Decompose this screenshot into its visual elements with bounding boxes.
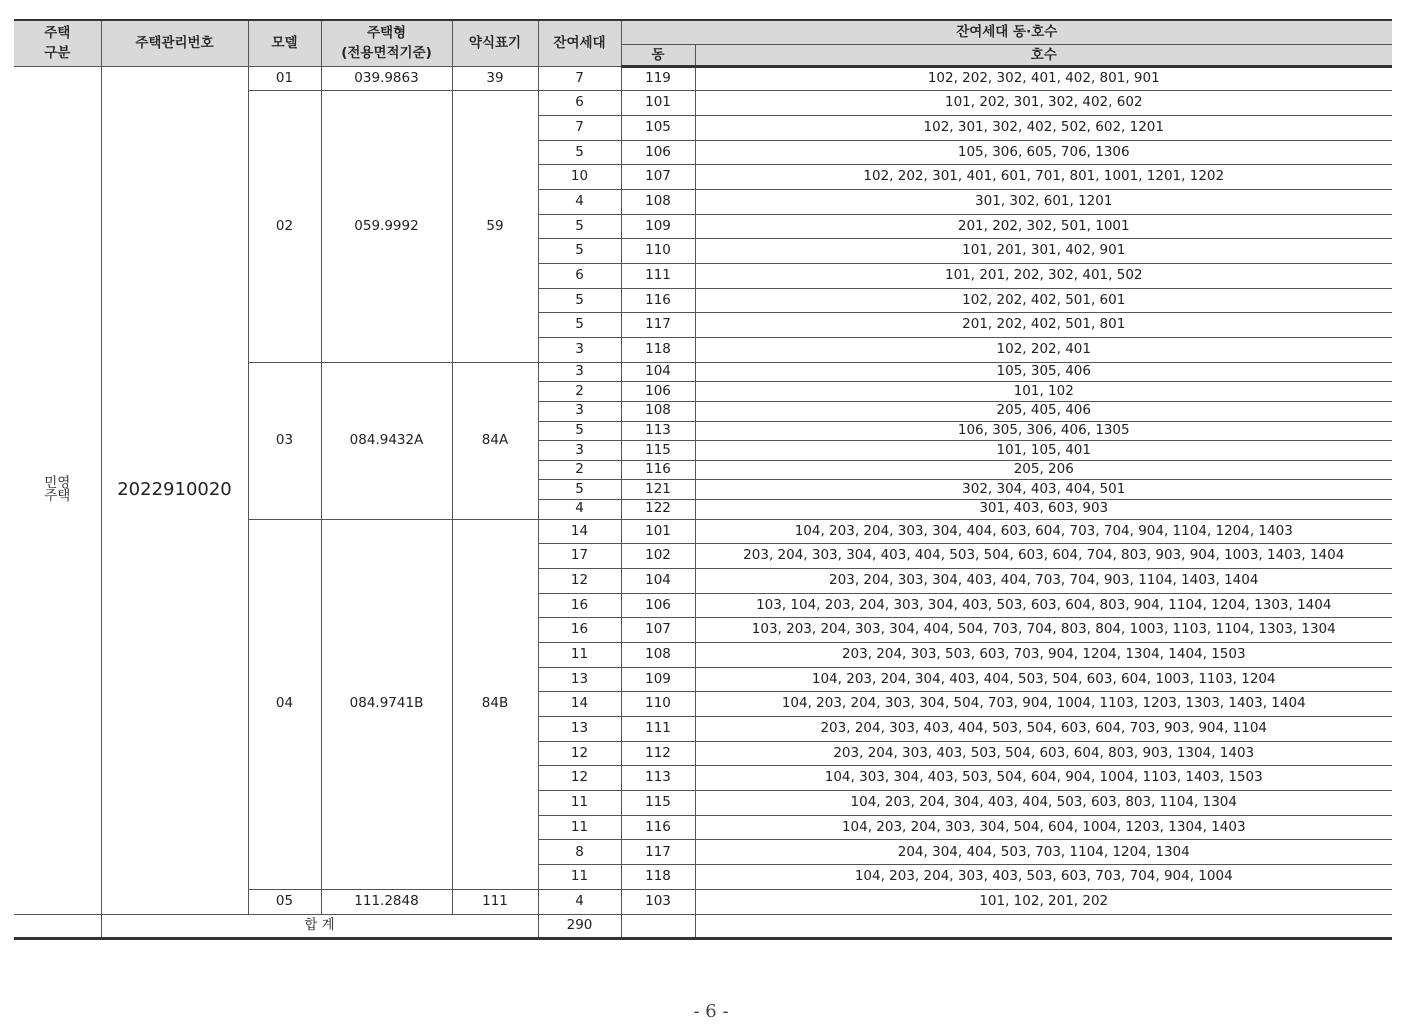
dong-cell: 101 bbox=[621, 91, 695, 116]
ho-list-cell: 102, 202, 301, 401, 601, 701, 801, 1001, 1201, 1202 bbox=[695, 165, 1392, 190]
ho-list-cell: 106, 305, 306, 406, 1305 bbox=[695, 421, 1392, 441]
remaining-count-cell: 12 bbox=[538, 766, 621, 791]
total-label: 합 계 bbox=[101, 914, 538, 939]
ho-list-cell: 104, 203, 204, 303, 304, 404, 603, 604, 703, 704, 904, 1104, 1204, 1403 bbox=[695, 519, 1392, 544]
ho-list-cell: 104, 203, 204, 303, 304, 504, 703, 904, 1004, 1103, 1203, 1303, 1403, 1404 bbox=[695, 692, 1392, 717]
ho-list-cell: 102, 202, 401 bbox=[695, 338, 1392, 363]
remaining-count-cell: 5 bbox=[538, 239, 621, 264]
remaining-units-table bbox=[14, 19, 1392, 940]
dong-cell: 110 bbox=[621, 692, 695, 717]
dong-cell: 102 bbox=[621, 544, 695, 569]
remaining-count-cell: 2 bbox=[538, 460, 621, 480]
abbreviation-cell: 84A bbox=[452, 362, 538, 519]
table-body bbox=[14, 66, 1392, 939]
header-remaining: 잔여세대 bbox=[538, 20, 621, 66]
remaining-count-cell: 5 bbox=[538, 480, 621, 500]
remaining-count-cell: 11 bbox=[538, 642, 621, 667]
remaining-count-cell: 4 bbox=[538, 499, 621, 519]
ho-list-cell: 104, 203, 204, 303, 304, 504, 604, 1004, 1203, 1304, 1403 bbox=[695, 815, 1392, 840]
housing-type-cell: 059.9992 bbox=[321, 91, 452, 363]
ho-list-cell: 101, 201, 301, 402, 901 bbox=[695, 239, 1392, 264]
ho-list-cell: 201, 202, 302, 501, 1001 bbox=[695, 214, 1392, 239]
dong-cell: 112 bbox=[621, 741, 695, 766]
dong-cell: 113 bbox=[621, 421, 695, 441]
dong-cell: 115 bbox=[621, 791, 695, 816]
page-number: - 6 - bbox=[693, 1001, 729, 1022]
dong-cell: 109 bbox=[621, 667, 695, 692]
total-ho-blank bbox=[695, 914, 1392, 939]
dong-cell: 116 bbox=[621, 815, 695, 840]
header-model: 모델 bbox=[248, 20, 321, 66]
remaining-count-cell: 11 bbox=[538, 865, 621, 890]
ho-list-cell: 203, 204, 303, 304, 403, 404, 703, 704, 903, 1104, 1403, 1404 bbox=[695, 568, 1392, 593]
dong-cell: 104 bbox=[621, 568, 695, 593]
dong-cell: 106 bbox=[621, 140, 695, 165]
dong-cell: 117 bbox=[621, 313, 695, 338]
dong-cell: 113 bbox=[621, 766, 695, 791]
ho-list-cell: 203, 204, 303, 304, 403, 404, 503, 504, 603, 604, 704, 803, 903, 904, 1003, 1403, 1404 bbox=[695, 544, 1392, 569]
ho-list-cell: 301, 403, 603, 903 bbox=[695, 499, 1392, 519]
dong-cell: 108 bbox=[621, 189, 695, 214]
remaining-count-cell: 3 bbox=[538, 362, 621, 382]
remaining-count-cell: 14 bbox=[538, 519, 621, 544]
remaining-count-cell: 17 bbox=[538, 544, 621, 569]
remaining-count-cell: 3 bbox=[538, 441, 621, 461]
housing-category-line1: 민영 bbox=[44, 474, 71, 491]
header-abbreviation: 약식표기 bbox=[452, 20, 538, 66]
housing-category-line2: 주택 bbox=[44, 488, 71, 504]
abbreviation-cell: 39 bbox=[452, 66, 538, 91]
ho-list-cell: 102, 202, 302, 401, 402, 801, 901 bbox=[695, 66, 1392, 91]
model-cell: 02 bbox=[248, 91, 321, 363]
dong-cell: 121 bbox=[621, 480, 695, 500]
total-count: 290 bbox=[538, 914, 621, 939]
ho-list-cell: 104, 303, 304, 403, 503, 504, 604, 904, 1004, 1103, 1403, 1503 bbox=[695, 766, 1392, 791]
dong-cell: 101 bbox=[621, 519, 695, 544]
ho-list-cell: 103, 203, 204, 303, 304, 404, 504, 703, 704, 803, 804, 1003, 1103, 1104, 1303, 1304 bbox=[695, 618, 1392, 643]
dong-cell: 118 bbox=[621, 338, 695, 363]
remaining-count-cell: 4 bbox=[538, 889, 621, 914]
ho-list-cell: 101, 202, 301, 302, 402, 602 bbox=[695, 91, 1392, 116]
model-cell: 03 bbox=[248, 362, 321, 519]
ho-list-cell: 105, 306, 605, 706, 1306 bbox=[695, 140, 1392, 165]
housing-category-cell bbox=[14, 66, 101, 914]
remaining-count-cell: 2 bbox=[538, 382, 621, 402]
housing-type-cell: 084.9741B bbox=[321, 519, 452, 889]
header-ho: 호수 bbox=[695, 44, 1392, 66]
ho-list-cell: 101, 102, 201, 202 bbox=[695, 889, 1392, 914]
ho-list-cell: 203, 204, 303, 503, 603, 703, 904, 1204, 1304, 1404, 1503 bbox=[695, 642, 1392, 667]
dong-cell: 105 bbox=[621, 115, 695, 140]
ho-list-cell: 201, 202, 402, 501, 801 bbox=[695, 313, 1392, 338]
remaining-count-cell: 14 bbox=[538, 692, 621, 717]
header-units: 잔여세대 동·호수 bbox=[621, 20, 1392, 44]
header-housing-type: 주택형 (전용면적기준) bbox=[321, 20, 452, 66]
remaining-count-cell: 5 bbox=[538, 421, 621, 441]
housing-type-cell: 039.9863 bbox=[321, 66, 452, 91]
ho-list-cell: 103, 104, 203, 204, 303, 304, 403, 503, 603, 604, 803, 904, 1104, 1204, 1303, 1404 bbox=[695, 593, 1392, 618]
dong-cell: 107 bbox=[621, 165, 695, 190]
ho-list-cell: 205, 405, 406 bbox=[695, 401, 1392, 421]
dong-cell: 111 bbox=[621, 264, 695, 289]
dong-cell: 122 bbox=[621, 499, 695, 519]
remaining-count-cell: 12 bbox=[538, 741, 621, 766]
dong-cell: 115 bbox=[621, 441, 695, 461]
dong-cell: 116 bbox=[621, 460, 695, 480]
model-cell: 05 bbox=[248, 889, 321, 914]
ho-list-cell: 302, 304, 403, 404, 501 bbox=[695, 480, 1392, 500]
housing-type-cell: 111.2848 bbox=[321, 889, 452, 914]
ho-list-cell: 102, 202, 402, 501, 601 bbox=[695, 288, 1392, 313]
dong-cell: 106 bbox=[621, 382, 695, 402]
header-mgmt-number: 주택관리번호 bbox=[101, 20, 248, 66]
abbreviation-cell: 84B bbox=[452, 519, 538, 889]
remaining-count-cell: 5 bbox=[538, 140, 621, 165]
dong-cell: 107 bbox=[621, 618, 695, 643]
dong-cell: 109 bbox=[621, 214, 695, 239]
ho-list-cell: 105, 305, 406 bbox=[695, 362, 1392, 382]
remaining-count-cell: 16 bbox=[538, 593, 621, 618]
header-dong: 동 bbox=[621, 44, 695, 66]
dong-cell: 104 bbox=[621, 362, 695, 382]
ho-list-cell: 203, 204, 303, 403, 503, 504, 603, 604, 803, 903, 1304, 1403 bbox=[695, 741, 1392, 766]
remaining-count-cell: 6 bbox=[538, 264, 621, 289]
dong-cell: 108 bbox=[621, 642, 695, 667]
dong-cell: 118 bbox=[621, 865, 695, 890]
ho-list-cell: 204, 304, 404, 503, 703, 1104, 1204, 1304 bbox=[695, 840, 1392, 865]
housing-management-number: 2022910020 bbox=[101, 66, 248, 914]
remaining-count-cell: 13 bbox=[538, 717, 621, 742]
remaining-count-cell: 7 bbox=[538, 115, 621, 140]
remaining-count-cell: 12 bbox=[538, 568, 621, 593]
abbreviation-cell: 59 bbox=[452, 91, 538, 363]
remaining-count-cell: 10 bbox=[538, 165, 621, 190]
ho-list-cell: 102, 301, 302, 402, 502, 602, 1201 bbox=[695, 115, 1392, 140]
ho-list-cell: 203, 204, 303, 403, 404, 503, 504, 603, 604, 703, 903, 904, 1104 bbox=[695, 717, 1392, 742]
housing-type-cell: 084.9432A bbox=[321, 362, 452, 519]
dong-cell: 106 bbox=[621, 593, 695, 618]
model-cell: 04 bbox=[248, 519, 321, 889]
remaining-count-cell: 11 bbox=[538, 815, 621, 840]
remaining-count-cell: 13 bbox=[538, 667, 621, 692]
abbreviation-cell: 111 bbox=[452, 889, 538, 914]
total-blank-cell bbox=[14, 914, 101, 939]
dong-cell: 119 bbox=[621, 66, 695, 91]
remaining-count-cell: 4 bbox=[538, 189, 621, 214]
total-row bbox=[14, 914, 1392, 939]
dong-cell: 111 bbox=[621, 717, 695, 742]
ho-list-cell: 104, 203, 204, 303, 403, 503, 603, 703, 704, 904, 1004 bbox=[695, 865, 1392, 890]
remaining-count-cell: 5 bbox=[538, 288, 621, 313]
dong-cell: 108 bbox=[621, 401, 695, 421]
remaining-count-cell: 16 bbox=[538, 618, 621, 643]
dong-cell: 116 bbox=[621, 288, 695, 313]
remaining-count-cell: 5 bbox=[538, 313, 621, 338]
ho-list-cell: 101, 201, 202, 302, 401, 502 bbox=[695, 264, 1392, 289]
table-row bbox=[14, 66, 1392, 91]
remaining-count-cell: 11 bbox=[538, 791, 621, 816]
model-cell: 01 bbox=[248, 66, 321, 91]
ho-list-cell: 104, 203, 204, 304, 403, 404, 503, 603, 803, 1104, 1304 bbox=[695, 791, 1392, 816]
dong-cell: 117 bbox=[621, 840, 695, 865]
ho-list-cell: 205, 206 bbox=[695, 460, 1392, 480]
ho-list-cell: 101, 102 bbox=[695, 382, 1392, 402]
total-dong-blank bbox=[621, 914, 695, 939]
remaining-count-cell: 6 bbox=[538, 91, 621, 116]
remaining-count-cell: 8 bbox=[538, 840, 621, 865]
ho-list-cell: 301, 302, 601, 1201 bbox=[695, 189, 1392, 214]
dong-cell: 110 bbox=[621, 239, 695, 264]
header-category: 주택 구분 bbox=[14, 20, 101, 66]
ho-list-cell: 104, 203, 204, 304, 403, 404, 503, 504, 603, 604, 1003, 1103, 1204 bbox=[695, 667, 1392, 692]
dong-cell: 103 bbox=[621, 889, 695, 914]
remaining-count-cell: 7 bbox=[538, 66, 621, 91]
remaining-count-cell: 3 bbox=[538, 401, 621, 421]
remaining-count-cell: 3 bbox=[538, 338, 621, 363]
remaining-count-cell: 5 bbox=[538, 214, 621, 239]
ho-list-cell: 101, 105, 401 bbox=[695, 441, 1392, 461]
